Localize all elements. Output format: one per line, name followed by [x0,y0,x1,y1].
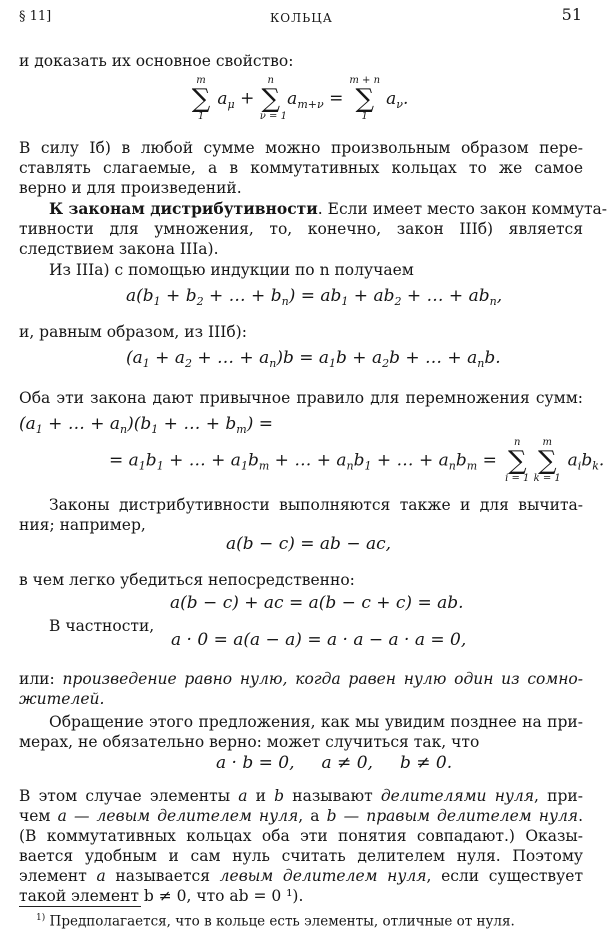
text-line: мерах, не обязательно верно: может случиться так, что [19,733,480,751]
italic-text: жителей. [19,690,105,708]
text-line: В силу Iб) в любой сумме можно произвольным образом пере- [19,139,583,157]
text-line [19,669,583,689]
text-line: и, равным образом, из IIIб): [19,323,247,341]
formula-zero-divisors: a · b = 0, a ≠ 0, b ≠ 0. [216,753,453,773]
text-span: и [247,787,275,805]
var-a: a [238,787,248,805]
footnote [36,913,515,930]
text-span: чем [19,807,58,825]
text-span: или: [19,670,63,688]
text-span: . Если имеет место закон коммута- [317,200,607,218]
section-marker: § 11] [19,9,52,24]
formula-subtraction: a(b − c) = ab − ac, [226,534,392,554]
running-title: КОЛЬЦА [270,11,333,25]
text-line: верно и для произведений. [19,179,242,197]
text-span: называют [284,787,381,805]
text-line [19,199,607,219]
text-line: Оба эти закона дают привычное правило для перемножения сумм: [19,389,583,407]
text-span: называется [105,867,220,885]
text-line [19,806,583,826]
var-b: b [274,787,285,805]
text-line: Из IIIa) с помощью индукции по n получаем [49,261,414,279]
italic-text: b — правым делителем нуля [326,807,579,825]
text-line [19,786,583,806]
text-line: Обращение этого предложения, как мы увидим позднее на при- [49,713,583,731]
text-line [19,866,583,886]
italic-text: произведение равно нулю, когда равен нулю один из сомно- [62,670,583,688]
formula-right-distributive: ($a_1 + a_2$ + … + $a_n)b = a_1b + a_2b$ + … + $a_nb$. [126,348,501,370]
var-a: a [96,867,106,885]
bold-heading: К законам дистрибутивности [49,199,318,218]
text-span: В этом случае элементы [19,787,239,805]
text-line: тивности для умножения, то, конечно, закон IIIб) является [19,220,583,238]
formula-verification: a(b − c) + ac = a(b − c + c) = ab. [170,593,464,613]
text-span: , при- [534,787,583,805]
text-line: и доказать их основное свойство: [19,52,294,70]
text-line: вается удобным и сам нуль считать делителем нуля. Поэтому [19,847,583,865]
italic-text: левым делителем нуля [219,867,427,885]
formula-product-of-sums-b: = $a_1b_1$ + … + $a_1b_m$ + … + $a_nb_1$ + … + $a_nb_m$ = n ∑ i = 1 m ∑ k = 1 $a_ib_k$. [109,437,605,484]
text-line: ставлять слагаемые, а в коммутативных кольцах то же самое [19,159,583,177]
formula-product-of-sums-a: ($a_1$ + … + $a_n)(b_1$ + … + $b_m$) = [19,414,273,436]
text-span: . [578,807,584,825]
text-line: Законы дистрибутивности выполняются также и для вычита- [49,496,583,514]
formula-zero-product: a · 0 = a(a − a) = a · a − a · a = 0, [171,630,467,650]
text-line: в чем легко убедиться непосредственно: [19,571,355,589]
italic-text: делителями нуля [380,787,535,805]
text-span: , а [298,807,327,825]
footnote-rule [19,906,141,907]
text-line: В частности, [49,617,155,635]
text-span: , если существует [426,867,584,885]
page-number: 51 [561,5,582,24]
text-line [19,689,583,709]
footnote-mark: 1) [36,913,46,923]
text-line: такой элемент b ≠ 0, что ab = 0 ¹). [19,887,304,905]
text-line: (В коммутативных кольцах оба эти понятия совпадают.) Оказы- [19,827,583,845]
footnote-text: Предполагается, что в кольце есть элементы, отличные от нуля. [49,913,515,930]
text-span: элемент [19,867,97,885]
text-line: ния; например, [19,516,146,534]
text-line: следствием закона IIIa). [19,240,219,258]
formula-sum-property: m ∑ 1 $a_\mu$ + n ∑ ν = 1 $a_{m+\nu}$ = m + n ∑ 1 $a_\nu$. [191,75,409,122]
italic-text: а — левым делителем нуля [57,807,299,825]
formula-left-distributive: $a(b_1 + b_2$ + … + $b_n) = ab_1 + ab_2$ + … + $ab_n$, [126,286,503,308]
